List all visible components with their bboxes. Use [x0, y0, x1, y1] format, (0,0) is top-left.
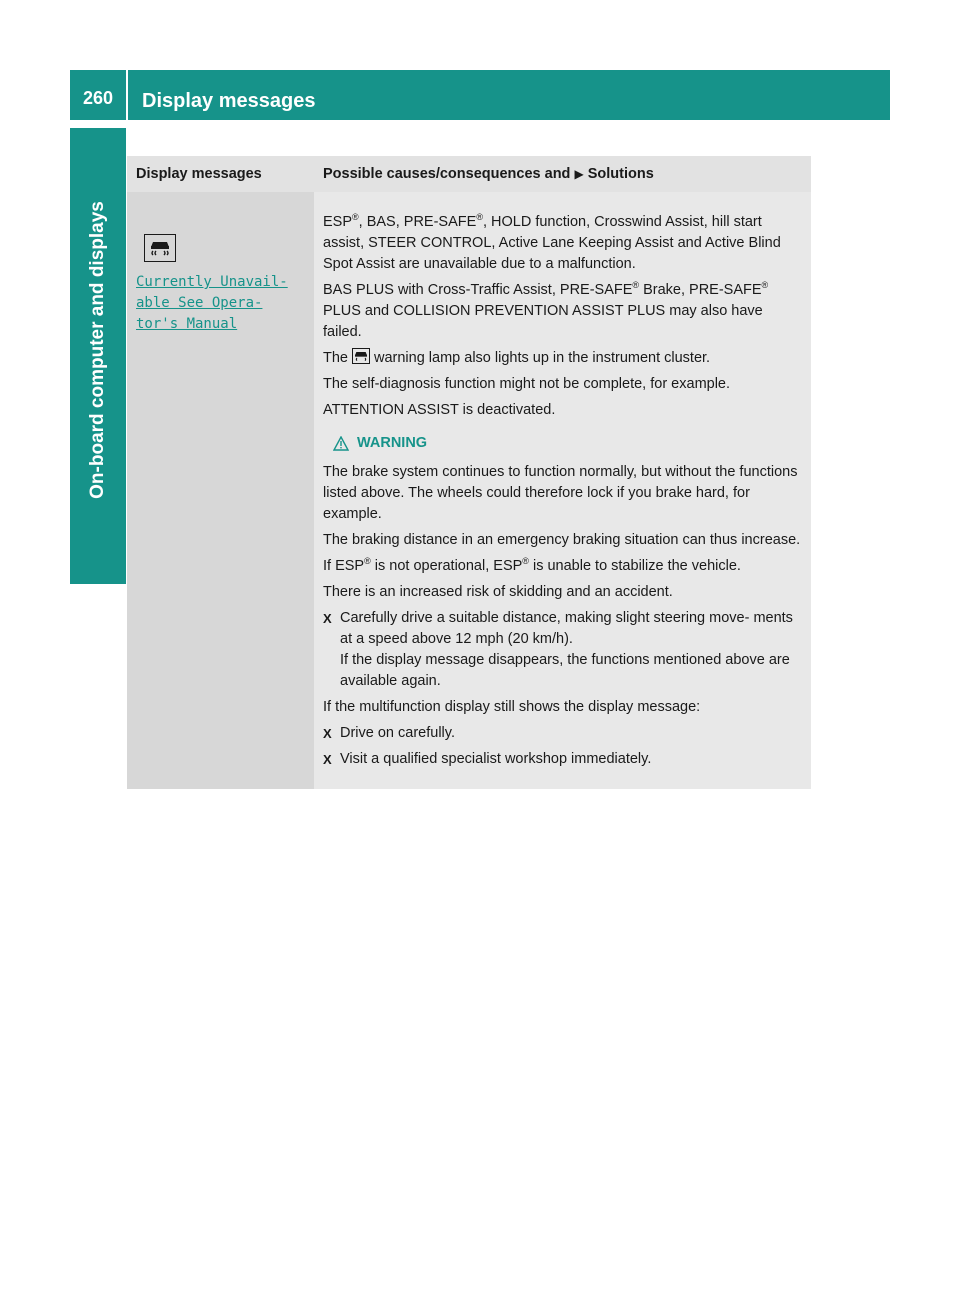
message-cell	[127, 192, 314, 789]
paragraph-bas-plus	[323, 280, 805, 343]
step-item	[323, 749, 805, 770]
text-not-operational: is not operational, ESP	[370, 558, 523, 574]
registered-mark: ®	[476, 212, 483, 223]
header-divider	[126, 70, 128, 120]
warning-label: WARNING	[357, 435, 428, 451]
paragraph-risk: There is an increased risk of skidding and an accident.	[323, 584, 673, 600]
registered-mark: ®	[761, 280, 769, 291]
play-arrow-icon: ▶	[574, 167, 584, 181]
car-skid-icon	[144, 234, 176, 262]
registered-mark: ®	[364, 556, 371, 567]
text-esp: ESP	[323, 214, 353, 230]
display-messages-table	[127, 156, 811, 789]
column-header-causes	[314, 156, 811, 192]
step-text: Visit a qualified specialist workshop immediately.	[340, 751, 652, 767]
car-skid-icon	[352, 348, 370, 364]
text-bas: , BAS, PRE-SAFE	[358, 214, 477, 230]
registered-mark: ®	[352, 212, 359, 223]
text-brake: Brake, PRE-SAFE	[639, 282, 762, 298]
side-tab-label: On-board computer and displays	[87, 201, 108, 499]
paragraph-esp-not-operational	[323, 556, 805, 577]
registered-mark: ®	[522, 556, 529, 567]
paragraph-brake-system: The brake system continues to function normally, but without the functions listed above. The wheels could therefore lock if you brake hard, for example.	[323, 464, 798, 522]
step-item	[323, 608, 805, 692]
message-line-1: Currently Unavail‐	[136, 274, 288, 290]
page-number: 260	[82, 88, 114, 108]
paragraph-still-shows: If the multifunction display still shows the display message:	[323, 699, 701, 715]
step-marker-icon: X	[323, 726, 332, 741]
step-text	[340, 608, 805, 692]
text-failed: PLUS and COLLISION PREVENTION ASSIST PLUS may also have failed.	[323, 303, 763, 340]
paragraph-braking-distance: The braking distance in an emergency braking situation can thus increase.	[323, 532, 801, 548]
text-bas-plus: BAS PLUS with Cross-Traffic Assist, PRE-SAFE	[323, 282, 633, 298]
column-header-messages: Display messages	[136, 166, 262, 182]
text-functions: , HOLD function, Crosswind Assist, hill start assist, STEER CONTROL, Active Lane Keeping Assist and Active Blind Spot Assist are unavailable due to a malfunction.	[323, 214, 781, 272]
step-text: Drive on carefully.	[340, 725, 455, 741]
message-line-2: able See Opera‐	[136, 295, 263, 311]
text-warning-lamp: warning lamp also lights up in the instrument cluster.	[374, 350, 711, 366]
table-row	[127, 192, 811, 789]
page-title: Display messages	[142, 90, 316, 112]
text-unable-stabilize: is unable to stabilize the vehicle.	[528, 558, 741, 574]
column-header-causes-text: Possible causes/consequences and	[323, 166, 571, 182]
registered-mark: ®	[632, 280, 640, 291]
warning-heading	[333, 433, 805, 454]
step-marker-icon: X	[323, 752, 332, 767]
message-line-3: tor's Manual	[136, 316, 238, 332]
paragraph-unavailable-functions	[323, 212, 805, 275]
text-the: The	[323, 350, 348, 366]
warning-triangle-icon	[333, 436, 349, 451]
column-header-solutions-text: Solutions	[587, 166, 654, 182]
step-marker-icon: X	[323, 611, 332, 626]
paragraph-warning-lamp	[323, 348, 805, 369]
step-drive-carefully: Carefully drive a suitable distance, making slight steering move‐ ments at a speed above 12 mph (20 km/h).	[340, 610, 793, 647]
paragraph-attention-assist: ATTENTION ASSIST is deactivated.	[323, 402, 556, 418]
paragraph-self-diagnosis: The self-diagnosis function might not be complete, for example.	[323, 376, 731, 392]
text-if-esp: If ESP	[323, 558, 365, 574]
step-item	[323, 723, 805, 744]
table-header-row	[127, 156, 811, 192]
causes-cell	[314, 192, 811, 789]
step-message-disappears: If the display message disappears, the functions mentioned above are available again.	[340, 652, 790, 689]
